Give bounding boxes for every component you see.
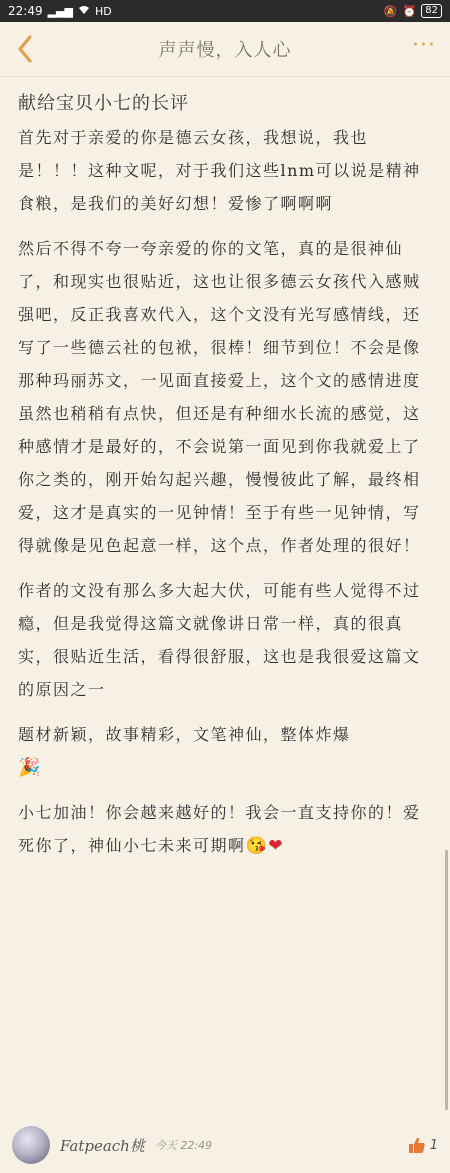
comment-footer (0, 1117, 450, 1173)
status-bar (0, 0, 450, 22)
wifi-icon (78, 5, 90, 17)
more-dots-icon[interactable]: ··· (412, 33, 436, 58)
bell-off-icon: 🔕 (383, 4, 398, 18)
page-title: 声声慢，入人心 (158, 40, 292, 61)
avatar[interactable] (12, 1126, 50, 1164)
nav-bar (0, 22, 450, 77)
alarm-icon: ⏰ (402, 4, 417, 18)
review-paragraph-with-emoji (18, 796, 434, 863)
back-arrow-icon (16, 34, 34, 64)
back-button[interactable] (10, 34, 40, 64)
heart-icon: ❤ (268, 836, 284, 856)
thumbs-up-icon (408, 1136, 426, 1154)
review-title: 献给宝贝小七的长评 (18, 93, 189, 114)
status-time: 22:49 (8, 4, 43, 18)
review-paragraph: 作者的文没有那么多大起大伏，可能有些人觉得不过瘾，但是我觉得这篇文就像讲日常一样，真的很真实，很贴近生活，看得很舒服，这也是我很爱这篇文的原因之一 (18, 581, 421, 699)
party-popper-icon: 🎉 (18, 757, 42, 778)
review-paragraph: 然后不得不夸一夸亲爱的你的文笔，真的是很神仙了，和现实也很贴近，这也让很多德云女孩代入感贼强吧，反正我喜欢代入，这个文没有光写感情线，还写了一些德云社的包袱，很棒！细节到位！不会是像那种玛丽苏文，一见面直接爱上，这个文的感情进度虽然也稍稍有点快，但还是有种细水长流的感觉，这种感情才是最好的，不会说第一面见到你我就爱上了你之类的，刚开始勾起兴趣，慢慢彼此了解，最终相爱，这才是真实的一见钟情！至于有些一见钟情，写得就像是见色起意一样，这个点，作者处理的很好！ (18, 239, 421, 555)
hd-badge: HD (94, 4, 112, 18)
kiss-face-icon: 😘 (245, 836, 269, 856)
battery-indicator: 82 (421, 4, 442, 18)
review-paragraph-with-emoji (18, 718, 434, 784)
author-name[interactable]: Fatpeach桃 (60, 1136, 145, 1155)
review-paragraph-text: 题材新颖，故事精彩，文笔神仙，整体炸爆 (18, 725, 351, 744)
signal-icon: ▂▄▆ (47, 4, 73, 18)
like-count: 1 (429, 1137, 438, 1153)
post-time: 今天 22:49 (154, 1139, 213, 1152)
scrollbar[interactable] (445, 850, 448, 1110)
like-button[interactable] (408, 1136, 438, 1154)
review-article (0, 77, 450, 863)
review-paragraph-text: 小七加油！你会越来越好的！我会一直支持你的！爱死你了，神仙小七未来可期啊 (18, 803, 421, 855)
review-paragraph: 首先对于亲爱的你是德云女孩，我想说，我也是！！！这种文呢，对于我们这些lnm可以说是精神食粮，是我们的美好幻想！爱惨了啊啊啊 (18, 128, 421, 213)
